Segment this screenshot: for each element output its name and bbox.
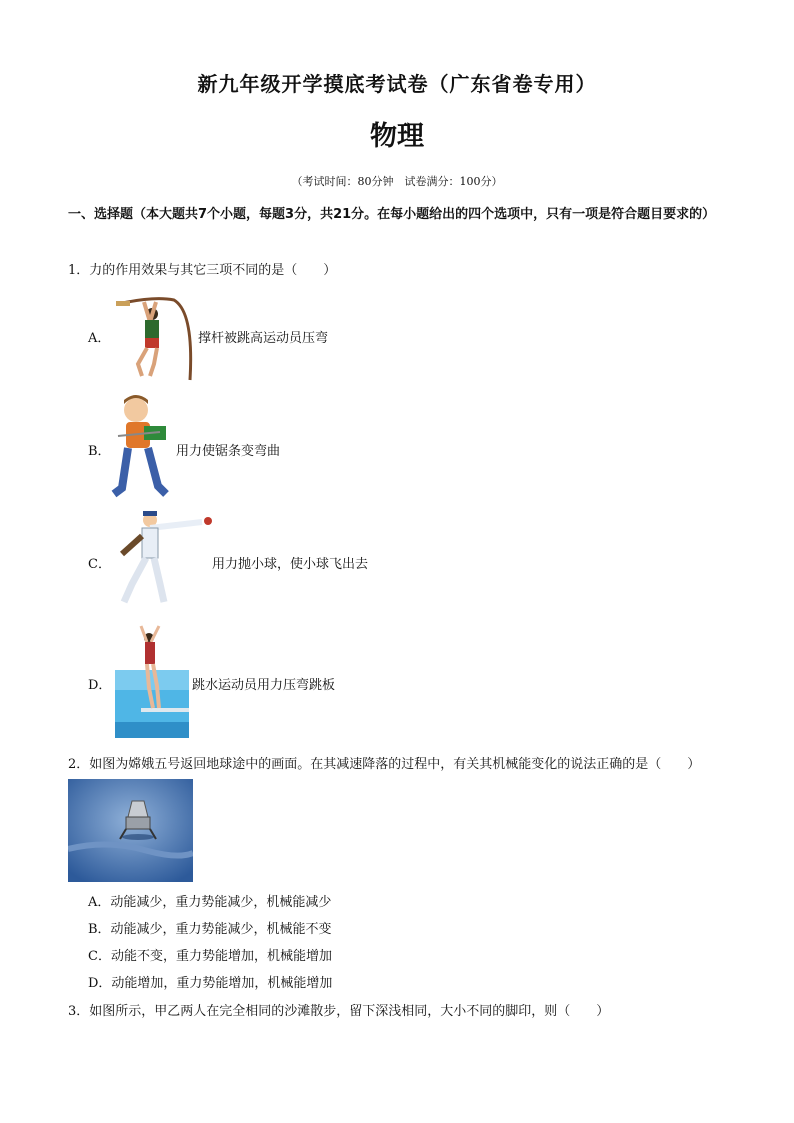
question-2-stem: 2．如图为嫦娥五号返回地球途中的画面。在其减速降落的过程中，有关其机械能变化的说法正确的是（ ）: [68, 757, 701, 772]
q2-choice-d: D．动能增加，重力势能增加，机械能增加: [88, 976, 333, 991]
question-1-stem: 1．力的作用效果与其它三项不同的是（ ）: [68, 263, 337, 278]
q1-option-a-letter: A．: [88, 331, 111, 346]
subject-title: 物理: [370, 121, 424, 152]
boy-bending-saw-image: [110, 392, 176, 500]
q1-option-d-text: 跳水运动员用力压弯跳板: [192, 678, 336, 693]
section-heading: 一、选择题（本大题共7个小题，每题3分，共21分。在每小题给出的四个选项中，只有一项是符合题目要求的）: [68, 207, 716, 222]
q1-option-d-letter: D．: [88, 678, 112, 693]
q2-choice-a: A．动能减少，重力势能减少，机械能减少: [88, 895, 332, 910]
q2-choice-b: B．动能减少，重力势能减少，机械能不变: [88, 922, 332, 937]
q1-option-b-text: 用力使锯条变弯曲: [176, 444, 281, 459]
question-3-stem: 3．如图所示，甲乙两人在完全相同的沙滩散步，留下深浅相同，大小不同的脚印，则（ ）: [68, 1004, 610, 1019]
change5-return-image: [68, 779, 193, 882]
q2-choice-c: C．动能不变，重力势能增加，机械能增加: [88, 949, 332, 964]
q1-option-b-letter: B．: [88, 444, 111, 459]
pole-vaulter-image: [114, 292, 196, 382]
q1-option-c-letter: C．: [88, 557, 111, 572]
exam-title: 新九年级开学摸底考试卷（广东省卷专用）: [197, 72, 597, 96]
ball-thrower-image: [110, 508, 214, 608]
q1-option-a-text: 撑杆被跳高运动员压弯: [198, 331, 329, 346]
diver-image: [115, 624, 189, 738]
q1-option-c-text: 用力抛小球，使小球飞出去: [212, 557, 369, 572]
exam-info: （考试时间：80分钟 试卷满分：100分）: [291, 175, 503, 188]
